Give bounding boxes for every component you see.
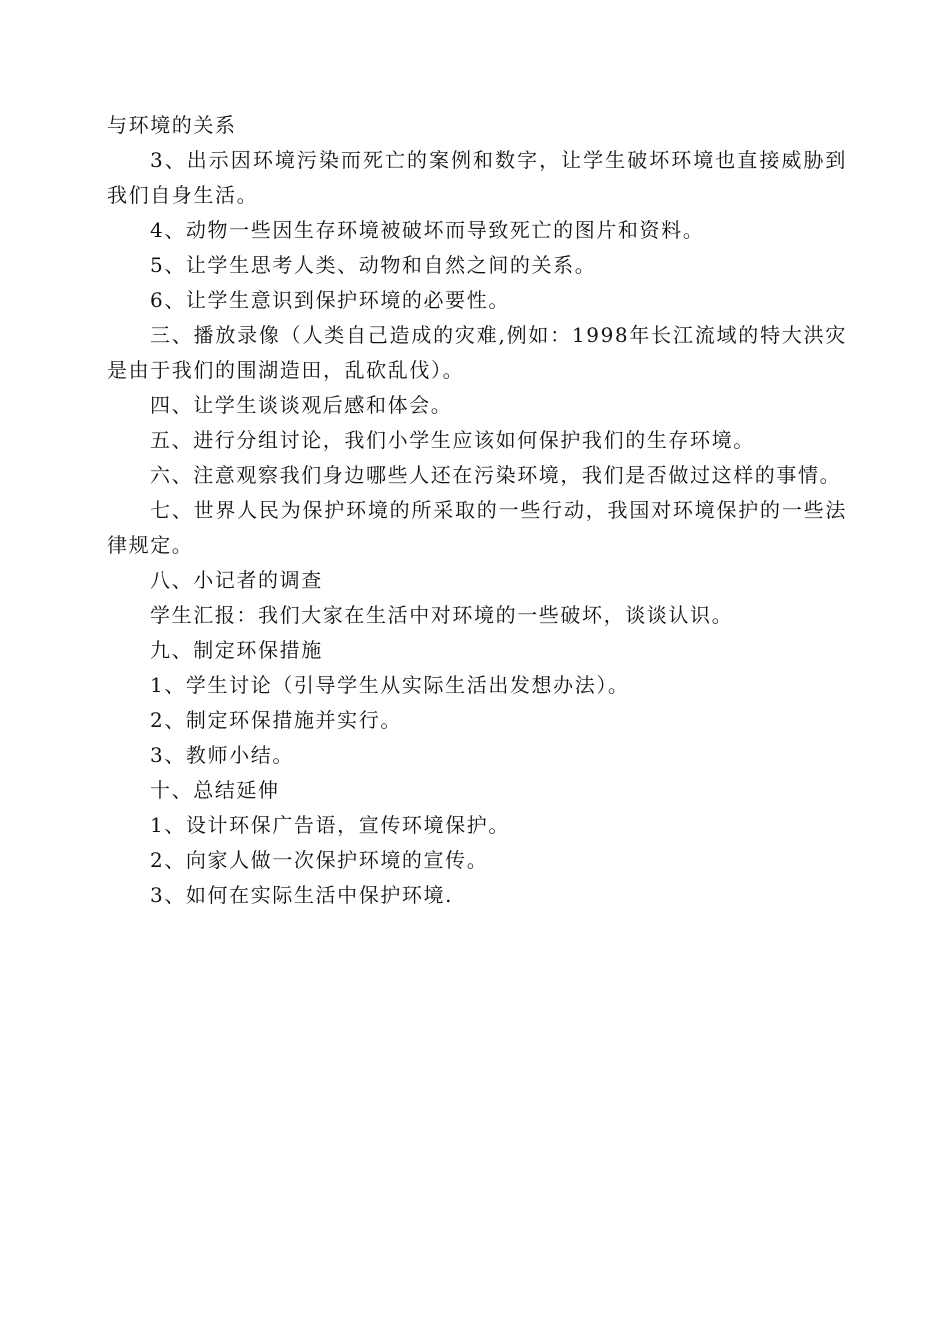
paragraph-measure-2: 2、制定环保措施并实行。: [150, 708, 402, 732]
paragraph-section-4-discussion: 四、让学生谈谈观后感和体会。: [150, 393, 453, 417]
paragraph-measure-3: 3、教师小结。: [150, 743, 294, 767]
paragraph-summary-2: 2、向家人做一次保护环境的宣传。: [150, 848, 489, 872]
document-body: [107, 108, 847, 913]
paragraph-item-3-cases: 3、出示因环境污染而死亡的案例和数字，让学生破坏环境也直接威胁到我们自身生活。: [107, 148, 847, 207]
paragraph-section-3-video: 三、播放录像（人类自己造成的灾难,例如：1998年长江流域的特大洪灾是由于我们的围湖造田，乱砍乱伐）。: [107, 323, 847, 382]
paragraph-student-report: 学生汇报：我们大家在生活中对环境的一些破坏，谈谈认识。: [150, 603, 734, 627]
paragraph-section-9-measures: 九、制定环保措施: [150, 638, 323, 662]
paragraph-item-4-animals: 4、动物一些因生存环境被破坏而导致死亡的图片和资料。: [150, 218, 705, 242]
paragraph-continuation: 与环境的关系: [107, 113, 237, 137]
paragraph-section-10-summary: 十、总结延伸: [150, 778, 280, 802]
paragraph-section-7-world: 七、世界人民为保护环境的所采取的一些行动，我国对环境保护的一些法律规定。: [107, 498, 847, 557]
paragraph-summary-3: 3、如何在实际生活中保护环境.: [150, 883, 454, 907]
paragraph-section-5-group: 五、进行分组讨论，我们小学生应该如何保护我们的生存环境。: [150, 428, 755, 452]
paragraph-measure-1: 1、学生讨论（引导学生从实际生活出发想办法）。: [150, 673, 630, 697]
paragraph-section-6-observe: 六、注意观察我们身边哪些人还在污染环境，我们是否做过这样的事情。: [150, 463, 842, 487]
paragraph-section-8-reporter: 八、小记者的调查: [150, 568, 323, 592]
paragraph-item-5-relationship: 5、让学生思考人类、动物和自然之间的关系。: [150, 253, 597, 277]
paragraph-summary-1: 1、设计环保广告语，宣传环境保护。: [150, 813, 510, 837]
paragraph-item-6-necessity: 6、让学生意识到保护环境的必要性。: [150, 288, 510, 312]
